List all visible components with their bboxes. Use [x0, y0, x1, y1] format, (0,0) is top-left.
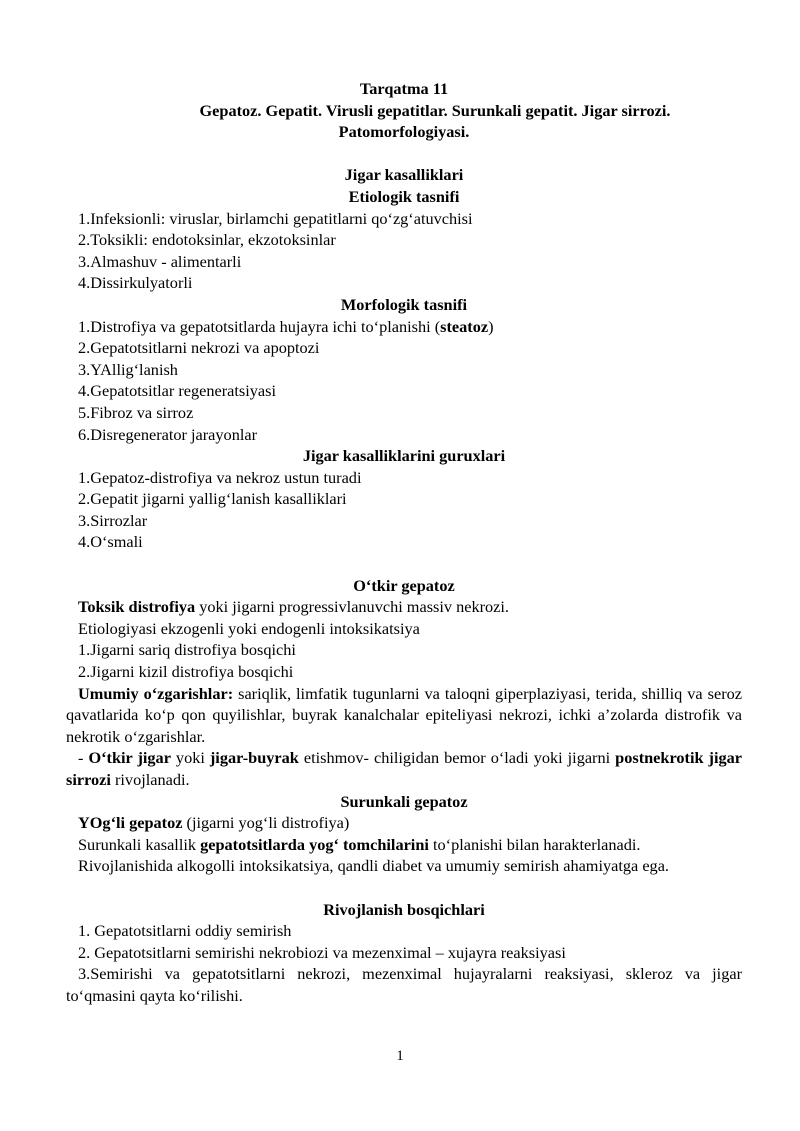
list-item: 2.Gepatotsitlarni nekrozi va apoptozi: [78, 338, 320, 358]
paragraph: Surunkali kasallik gepatotsitlarda yog‘ tomchilarini to‘planishi bilan harakterlanadi.: [78, 834, 641, 854]
paragraph: YOg‘li gepatoz (jigarni yog‘li distrofiya): [78, 813, 350, 833]
list-item: 2.Toksikli: endotoksinlar, ekzotoksinlar: [78, 230, 336, 250]
paragraph: - O‘tkir jigar yoki jigar-buyrak etishmov- chiligidan bemor o‘ladi yoki jigarni postnekrotik jigar sirrozi rivojlanadi.: [66, 748, 742, 789]
document-title-cont: Patomorfologiyasi.: [338, 122, 470, 142]
heading-development-stages: Rivojlanish bosqichlari: [323, 899, 485, 919]
document-body: [66, 78, 742, 1007]
handout-number: Tarqatma 11: [359, 79, 449, 98]
list-item: 1. Gepatotsitlarni oddiy semirish: [78, 921, 292, 941]
list-item: 1.Infeksionli: viruslar, birlamchi gepatitlarni qo‘zg‘atuvchisi: [78, 208, 473, 228]
heading-liver-diseases: Jigar kasalliklari: [344, 165, 464, 185]
list-item: 2.Gepatit jigarni yallig‘lanish kasalliklari: [78, 489, 347, 509]
list-item: 1.Gepatoz-distrofiya va nekroz ustun turadi: [78, 467, 362, 487]
list-item: 6.Disregenerator jarayonlar: [78, 424, 258, 444]
heading-chronic-hepatosis: Surunkali gepatoz: [340, 791, 468, 811]
list-item: 3.Semirishi va gepatotsitlarni nekrozi, mezenximal hujayralarni reaksiyasi, skleroz va jigar to‘qmasini qayta ko‘rilishi.: [66, 964, 742, 1005]
heading-etiological-classification: Etiologik tasnifi: [348, 186, 460, 206]
list-item: 3.Sirrozlar: [78, 510, 148, 530]
heading-disease-groups: Jigar kasalliklarini guruxlari: [302, 446, 506, 466]
list-item: 5.Fibroz va sirroz: [78, 402, 194, 422]
list-item: 4.Dissirkulyatorli: [78, 273, 193, 293]
list-item: 2.Jigarni kizil distrofiya bosqichi: [78, 662, 294, 682]
page-number: 1: [396, 1048, 404, 1064]
list-item: 3.Almashuv - alimentarli: [78, 251, 242, 271]
list-item: 3.YAllig‘lanish: [78, 359, 178, 379]
heading-acute-hepatosis: O‘tkir gepatoz: [353, 575, 455, 595]
list-item: 1.Distrofiya va gepatotsitlarda hujayra ichi to‘planishi (steatoz): [78, 316, 494, 336]
heading-morphological-classification: Morfologik tasnifi: [340, 294, 468, 314]
list-item: 2. Gepatotsitlarni semirishi nekrobiozi va mezenximal – xujayra reaksiyasi: [78, 942, 566, 962]
list-item: 1.Jigarni sariq distrofiya bosqichi: [78, 640, 296, 660]
list-item: 4.Gepatotsitlar regeneratsiyasi: [78, 381, 277, 401]
document-title: Gepatoz. Gepatit. Virusli gepatitlar. Surunkali gepatit. Jigar sirrozi.: [199, 100, 671, 120]
paragraph: Toksik distrofiya yoki jigarni progressivlanuvchi massiv nekrozi.: [78, 597, 509, 617]
paragraph: Rivojlanishida alkogolli intoksikatsiya, qandli diabet va umumiy semirish ahamiyatga ega.: [78, 856, 669, 876]
paragraph: Umumiy o‘zgarishlar: sariqlik, limfatik tugunlarni va taloqni giperplaziyasi, terida, shilliq va seroz qavatlarida ko‘p qon quyilishlar, buyrak kanalchalar epiteliyasi nekrozi, ichki a’zolarda distrofik va nekrotik o‘zgarishlar.: [66, 683, 742, 746]
paragraph: Etiologiyasi ekzogenli yoki endogenli intoksikatsiya: [78, 618, 420, 638]
list-item: 4.O‘smali: [78, 532, 143, 552]
